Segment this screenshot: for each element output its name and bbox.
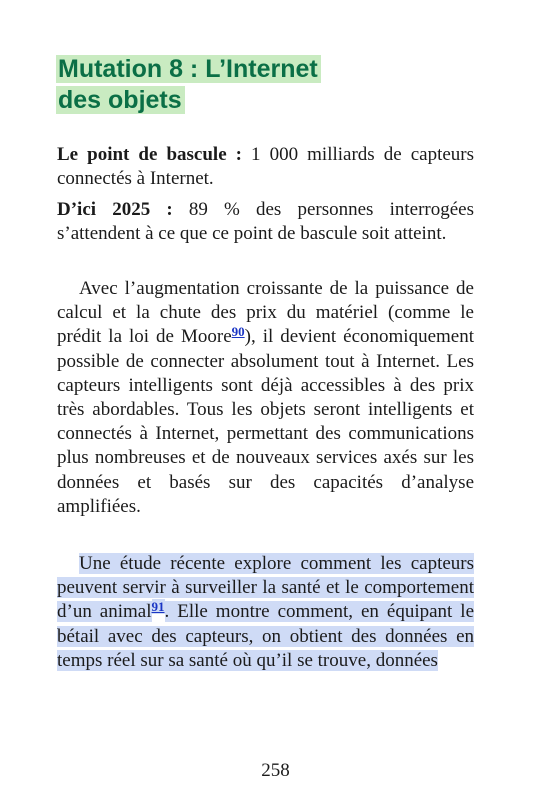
footnote-link-90[interactable]: 90 [231, 324, 245, 340]
tipping-point-label: Le point de bascule : [57, 144, 243, 165]
tipping-point-text: 1 000 milliards de capteurs connectés à Internet. [57, 144, 474, 190]
tipping-point-paragraph [57, 143, 474, 191]
by-2025-label: D’ici 2025 : [57, 199, 173, 220]
heading-line-1: Mutation 8 : L’Internet [56, 55, 321, 83]
body-paragraph-2-highlighted [57, 552, 474, 673]
by-2025-text: 89 % des personnes interrogées s’attendent à ce que ce point de bascule soit atteint. [57, 199, 474, 245]
body-1-text-after: ), il devient économiquement possible de connecter absolument tout à Internet. Les capteurs intelligents sont déjà accessibles à des prix très abordables. Tous les objets seront intelligents et connectés à Internet, permettant des communications plus nombreuses et de nouveaux services axés sur les données et basés sur des capacités d’analyse amplifiées. [57, 326, 474, 517]
body-2-text-after: . Elle montre comment, en équipant le bétail avec des capteurs, on obtient des données en temps réel sur sa santé où qu’il se trouve, données [57, 601, 474, 671]
body-1-text-before: Avec l’augmentation croissante de la puissance de calcul et la chute des prix du matériel (comme le prédit la loi de Moore [57, 278, 474, 348]
chapter-heading [56, 54, 496, 116]
heading-line-2: des objets [56, 86, 185, 114]
body-2-text-before: Une étude récente explore comment les capteurs peuvent servir à surveiller la santé et le comportement d’un animal [57, 553, 474, 623]
page-number: 258 [261, 760, 290, 781]
body-paragraph-1 [57, 277, 474, 519]
footnote-link-91[interactable]: 91 [151, 599, 165, 615]
by-2025-paragraph [57, 198, 474, 246]
